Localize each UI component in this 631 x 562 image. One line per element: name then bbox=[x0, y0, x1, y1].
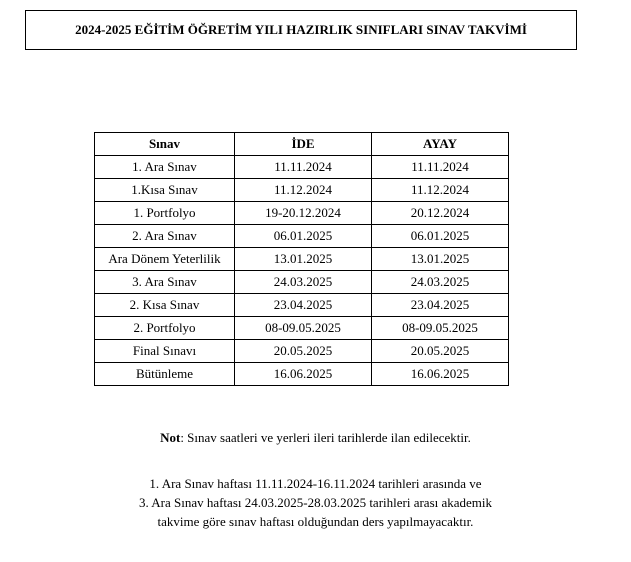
table-row bbox=[95, 156, 509, 179]
note-label: Not bbox=[160, 430, 181, 445]
info-line: takvime göre sınav haftası olduğundan ders yapılmayacaktır. bbox=[157, 514, 474, 529]
ayay-date-cell: 08-09.05.2025 bbox=[372, 317, 509, 340]
table-row bbox=[95, 179, 509, 202]
table-row bbox=[95, 202, 509, 225]
ayay-date-cell: 13.01.2025 bbox=[372, 248, 509, 271]
table-row bbox=[95, 340, 509, 363]
note-text: : Sınav saatleri ve yerleri ileri tarihlerde ilan edilecektir. bbox=[180, 430, 471, 445]
exam-name-cell: 2. Ara Sınav bbox=[95, 225, 235, 248]
ayay-date-cell: 06.01.2025 bbox=[372, 225, 509, 248]
ide-date-cell: 13.01.2025 bbox=[235, 248, 372, 271]
ide-date-cell: 11.11.2024 bbox=[235, 156, 372, 179]
exam-name-cell: 1. Ara Sınav bbox=[95, 156, 235, 179]
exam-name-cell: 2. Portfolyo bbox=[95, 317, 235, 340]
title-box bbox=[25, 10, 577, 50]
table-row bbox=[95, 294, 509, 317]
exam-schedule-table bbox=[94, 132, 509, 386]
ide-date-cell: 06.01.2025 bbox=[235, 225, 372, 248]
ayay-date-cell: 20.12.2024 bbox=[372, 202, 509, 225]
ide-date-cell: 08-09.05.2025 bbox=[235, 317, 372, 340]
ide-date-cell: 16.06.2025 bbox=[235, 363, 372, 386]
ayay-date-cell: 16.06.2025 bbox=[372, 363, 509, 386]
table-row bbox=[95, 248, 509, 271]
ide-date-cell: 23.04.2025 bbox=[235, 294, 372, 317]
ide-date-cell: 19-20.12.2024 bbox=[235, 202, 372, 225]
table-row bbox=[95, 363, 509, 386]
table-row bbox=[95, 317, 509, 340]
table-header-row bbox=[95, 133, 509, 156]
column-header-ayay: AYAY bbox=[372, 133, 509, 156]
ide-date-cell: 24.03.2025 bbox=[235, 271, 372, 294]
exam-name-cell: 1. Portfolyo bbox=[95, 202, 235, 225]
ide-date-cell: 20.05.2025 bbox=[235, 340, 372, 363]
ayay-date-cell: 11.11.2024 bbox=[372, 156, 509, 179]
exam-name-cell: Ara Dönem Yeterlilik bbox=[95, 248, 235, 271]
exam-name-cell: 3. Ara Sınav bbox=[95, 271, 235, 294]
table-row bbox=[95, 271, 509, 294]
ayay-date-cell: 20.05.2025 bbox=[372, 340, 509, 363]
info-line: 3. Ara Sınav haftası 24.03.2025-28.03.2025 tarihleri arası akademik bbox=[138, 495, 493, 510]
column-header-ide: İDE bbox=[235, 133, 372, 156]
exam-name-cell: 1.Kısa Sınav bbox=[95, 179, 235, 202]
ayay-date-cell: 24.03.2025 bbox=[372, 271, 509, 294]
ayay-date-cell: 23.04.2025 bbox=[372, 294, 509, 317]
exam-name-cell: Final Sınavı bbox=[95, 340, 235, 363]
table-row bbox=[95, 225, 509, 248]
column-header-exam: Sınav bbox=[95, 133, 235, 156]
exam-name-cell: Bütünleme bbox=[95, 363, 235, 386]
ayay-date-cell: 11.12.2024 bbox=[372, 179, 509, 202]
info-paragraph bbox=[0, 474, 631, 531]
page-title: 2024-2025 EĞİTİM ÖĞRETİM YILI HAZIRLIK SINIFLARI SINAV TAKVİMİ bbox=[75, 22, 527, 37]
ide-date-cell: 11.12.2024 bbox=[235, 179, 372, 202]
note bbox=[0, 430, 631, 446]
info-line: 1. Ara Sınav haftası 11.11.2024-16.11.2024 tarihleri arasında ve bbox=[149, 476, 482, 491]
exam-name-cell: 2. Kısa Sınav bbox=[95, 294, 235, 317]
